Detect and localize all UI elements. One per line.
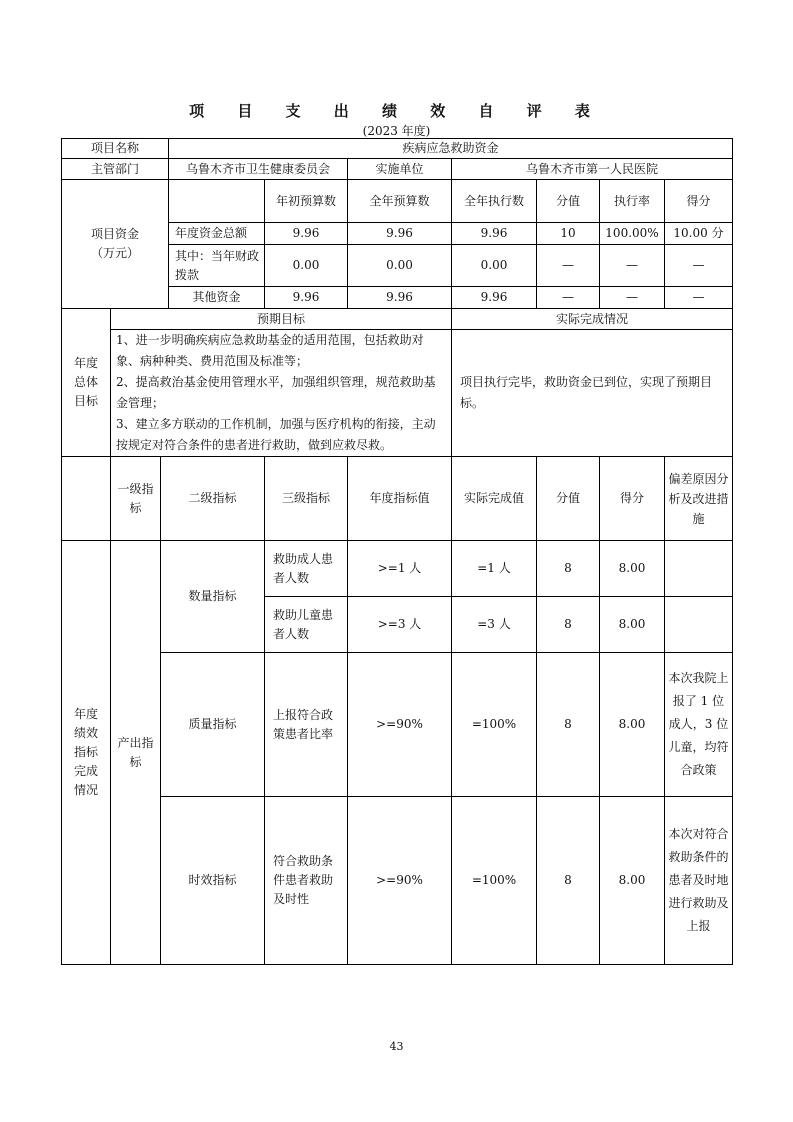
indicator-target: >=90% bbox=[347, 796, 452, 965]
impl-value: 乌鲁木齐市第一人民医院 bbox=[451, 158, 733, 180]
indicator-actual: =3 人 bbox=[451, 596, 537, 653]
indicator-actual: =1 人 bbox=[451, 540, 537, 597]
project-name-label: 项目名称 bbox=[61, 138, 169, 159]
impl-label: 实施单位 bbox=[347, 158, 452, 180]
funds-cell: — bbox=[664, 286, 733, 309]
funds-cell: 10.00 分 bbox=[664, 222, 733, 245]
indicator-header: 偏差原因分析及改进措施 bbox=[664, 456, 733, 541]
funds-header: 执行率 bbox=[599, 179, 665, 223]
funds-cell: — bbox=[536, 244, 600, 287]
indicator-note: 本次我院上报了 1 位成人，3 位儿童，均符合政策 bbox=[664, 652, 733, 797]
indicator-name: 符合救助条件患者救助及时性 bbox=[264, 796, 348, 965]
funds-header: 年初预算数 bbox=[264, 179, 348, 223]
funds-header: 得分 bbox=[664, 179, 733, 223]
indicator-name: 上报符合政策患者比率 bbox=[264, 652, 348, 797]
document-year: (2023 年度) bbox=[362, 124, 431, 138]
indicator-actual: =100% bbox=[451, 796, 537, 965]
dept-label: 主管部门 bbox=[61, 158, 169, 180]
indicator-score-value: 8 bbox=[536, 540, 600, 597]
indicator-note bbox=[664, 596, 733, 653]
funds-cell: 9.96 bbox=[264, 286, 348, 309]
funds-cell: 0.00 bbox=[451, 244, 537, 287]
dept-value: 乌鲁木齐市卫生健康委员会 bbox=[168, 158, 348, 180]
indicator-score: 8.00 bbox=[599, 796, 665, 965]
funds-cell: 10 bbox=[536, 222, 600, 245]
indicator-note bbox=[664, 540, 733, 597]
indicator-score-value: 8 bbox=[536, 796, 600, 965]
funds-row-label: 其他资金 bbox=[168, 286, 265, 309]
funds-row-label: 其中：当年财政拨款 bbox=[168, 244, 265, 287]
funds-row-label: 年度资金总额 bbox=[168, 222, 265, 245]
goals-actual-text: 项目执行完毕，救助资金已到位，实现了预期目标。 bbox=[451, 329, 733, 457]
goals-expected-text: 1、进一步明确疾病应急救助基金的适用范围，包括救助对象、病种种类、费用范围及标准等； 2、提高救治基金使用管理水平，加强组织管理，规范救助基金管理； 3、建立多方联动的工作机制，加强与医疗机构的衔接，主动按规定对符合条件的患者进行救助，做到应救尽救。 bbox=[110, 329, 452, 457]
indicator-header: 实际完成值 bbox=[451, 456, 537, 541]
funds-header: 全年预算数 bbox=[347, 179, 452, 223]
funds-cell: 100.00% bbox=[599, 222, 665, 245]
funds-cell: 0.00 bbox=[264, 244, 348, 287]
funds-cell: — bbox=[599, 286, 665, 309]
indicator-score-value: 8 bbox=[536, 596, 600, 653]
indicator-header: 得分 bbox=[599, 456, 665, 541]
funds-cell: — bbox=[599, 244, 665, 287]
funds-header: 全年执行数 bbox=[451, 179, 537, 223]
goals-label: 年度 总体 目标 bbox=[61, 308, 111, 457]
funds-cell: 9.96 bbox=[451, 286, 537, 309]
goals-actual-header: 实际完成情况 bbox=[451, 308, 733, 330]
indicator-header-blank bbox=[61, 456, 111, 541]
level1-indicator: 产出指标 bbox=[110, 540, 161, 965]
indicator-score: 8.00 bbox=[599, 652, 665, 797]
indicator-header: 三级指标 bbox=[264, 456, 348, 541]
indicator-score: 8.00 bbox=[599, 540, 665, 597]
document-title: 项 目 支 出 绩 效 自 评 表 bbox=[189, 102, 604, 120]
funds-cell: 9.96 bbox=[347, 286, 452, 309]
indicator-score-value: 8 bbox=[536, 652, 600, 797]
indicator-note: 本次对符合救助条件的患者及时地进行救助及上报 bbox=[664, 796, 733, 965]
indicator-header: 年度指标值 bbox=[347, 456, 452, 541]
indicator-name: 救助儿童患者人数 bbox=[264, 596, 348, 653]
indicator-target: >=1 人 bbox=[347, 540, 452, 597]
funds-cell: 9.96 bbox=[347, 222, 452, 245]
funds-header-blank bbox=[168, 179, 265, 223]
timeliness-indicator-label: 时效指标 bbox=[160, 796, 265, 965]
funds-cell: — bbox=[664, 244, 733, 287]
funds-cell: 9.96 bbox=[451, 222, 537, 245]
indicator-header: 一级指标 bbox=[110, 456, 161, 541]
indicators-section-label: 年度 绩效 指标 完成 情况 bbox=[61, 540, 111, 965]
quantity-indicator-label: 数量指标 bbox=[160, 540, 265, 653]
indicator-target: >=3 人 bbox=[347, 596, 452, 653]
indicator-header: 二级指标 bbox=[160, 456, 265, 541]
page-number: 43 bbox=[389, 1040, 404, 1053]
funds-cell: 9.96 bbox=[264, 222, 348, 245]
funds-cell: — bbox=[536, 286, 600, 309]
project-name-value: 疾病应急救助资金 bbox=[168, 138, 733, 159]
goals-expected-header: 预期目标 bbox=[110, 308, 452, 330]
funds-label: 项目资金 （万元） bbox=[61, 179, 169, 309]
quality-indicator-label: 质量指标 bbox=[160, 652, 265, 797]
indicator-target: >=90% bbox=[347, 652, 452, 797]
indicator-actual: =100% bbox=[451, 652, 537, 797]
indicator-score: 8.00 bbox=[599, 596, 665, 653]
indicator-name: 救助成人患者人数 bbox=[264, 540, 348, 597]
indicator-header: 分值 bbox=[536, 456, 600, 541]
funds-cell: 0.00 bbox=[347, 244, 452, 287]
funds-header: 分值 bbox=[536, 179, 600, 223]
